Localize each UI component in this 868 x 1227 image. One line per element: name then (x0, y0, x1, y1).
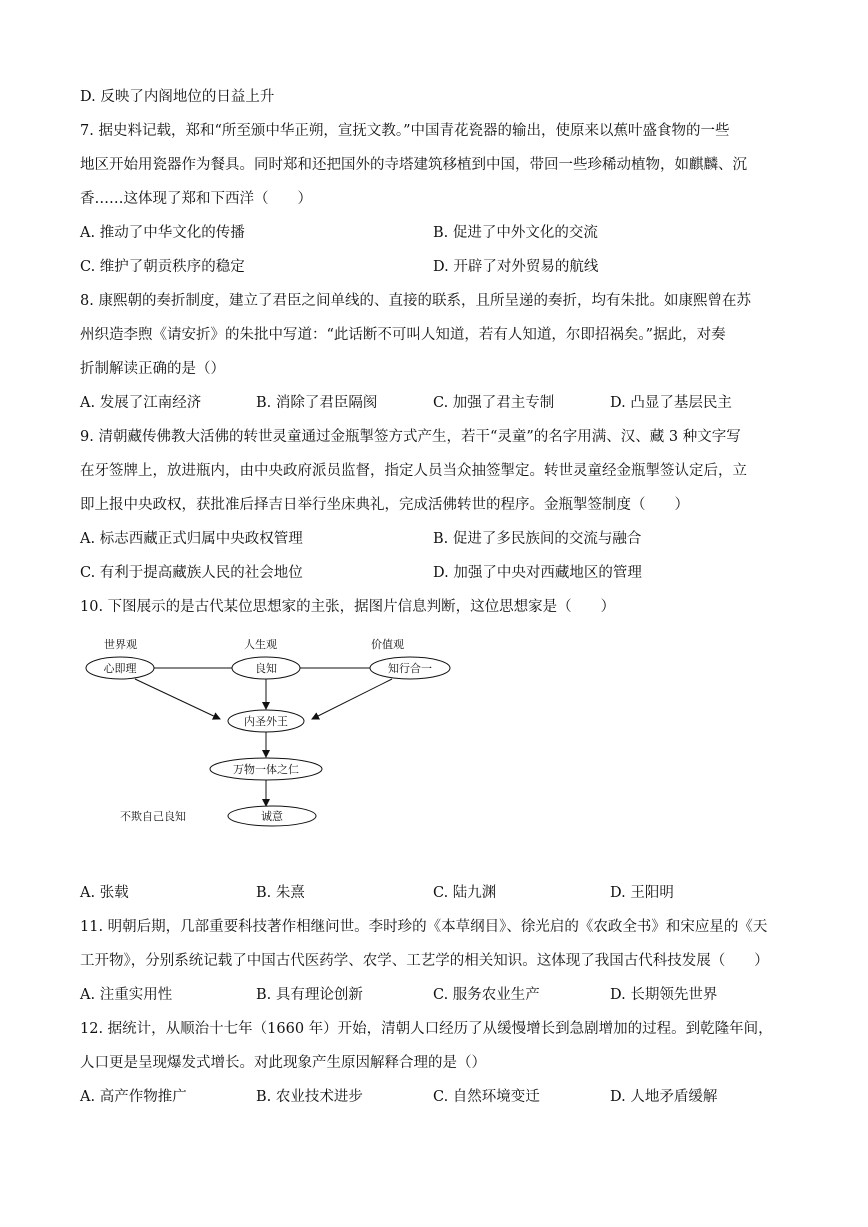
q8-stem-line-2: 州织造李煦《请安折》的朱批中写道：“此话断不可叫人知道，若有人知道，尔即招祸矣。”据此，对奏 (80, 327, 726, 343)
q10-option-a: A. 张载 (80, 885, 129, 901)
q12-option-c: C. 自然环境变迁 (433, 1089, 540, 1105)
q7-option-b: B. 促进了中外文化的交流 (433, 225, 598, 241)
q7-stem-line-3: 香……这体现了郑和下西洋（ ） (80, 191, 312, 207)
q11-option-a: A. 注重实用性 (80, 987, 173, 1003)
q8-option-d: D. 凸显了基层民主 (610, 395, 732, 411)
q7-stem-line-1: 7. 据史料记载，郑和“所至颁中华正朔，宣抚文教。”中国青花瓷器的输出，使原来以蕉叶盛食物的一些 (80, 123, 730, 139)
label-worldview: 世界观 (104, 638, 137, 651)
q12-option-b: B. 农业技术进步 (256, 1089, 363, 1105)
q12-stem-line-2: 人口更是呈现爆发式增长。对此现象产生原因解释合理的是（） (80, 1055, 486, 1071)
q11-stem-line-2: 工开物》，分别系统记载了中国古代医药学、农学、工艺学的相关知识。这体现了我国古代科技发展（ ） (80, 953, 769, 969)
label-lifeview: 人生观 (244, 638, 277, 651)
node-liangzhi: 良知 (255, 662, 277, 675)
q8-option-c: C. 加强了君主专制 (433, 395, 555, 411)
q12-option-d: D. 人地矛盾缓解 (610, 1089, 718, 1105)
q12-stem-line-1: 12. 据统计，从顺治十七年（1660 年）开始，清朝人口经历了从缓慢增长到急剧增加的过程。到乾隆年间， (80, 1021, 773, 1037)
q9-stem-line-1: 9. 清朝藏传佛教大活佛的转世灵童通过金瓶掣签方式产生，若干“灵童”的名字用满、汉、藏 3 种文字写 (80, 429, 741, 445)
node-xinjili: 心即理 (103, 662, 137, 675)
label-buqi: 不欺自己良知 (120, 810, 186, 823)
node-neishengwaiwang: 内圣外王 (244, 715, 288, 728)
q12-option-a: A. 高产作物推广 (80, 1089, 187, 1105)
q10-option-b: B. 朱熹 (256, 885, 305, 901)
q11-option-d: D. 长期领先世界 (610, 987, 718, 1003)
q9-option-b: B. 促进了多民族间的交流与融合 (433, 531, 642, 547)
q10-option-c: C. 陆九渊 (433, 885, 497, 901)
node-chengyi: 诚意 (261, 810, 283, 823)
q9-stem-line-2: 在牙签牌上，放进瓶内，由中央政府派员监督，指定人员当众抽签掣定。转世灵童经金瓶掣签认定后，立 (80, 463, 747, 479)
node-zhixingheyi: 知行合一 (388, 662, 432, 675)
q11-option-b: B. 具有理论创新 (256, 987, 363, 1003)
arrow-zhixing-to-neisheng (312, 679, 392, 719)
q11-option-c: C. 服务农业生产 (433, 987, 540, 1003)
arrow-xinjili-to-neisheng (135, 679, 220, 719)
q9-option-d: D. 加强了中央对西藏地区的管理 (433, 565, 642, 581)
q9-option-a: A. 标志西藏正式归属中央政权管理 (80, 531, 303, 547)
q8-option-b: B. 消除了君臣隔阂 (256, 395, 378, 411)
q7-option-c: C. 维护了朝贡秩序的稳定 (80, 259, 245, 275)
node-wanwu: 万物一体之仁 (233, 763, 299, 776)
q7-stem-line-2: 地区开始用瓷器作为餐具。同时郑和还把国外的寺塔建筑移植到中国，带回一些珍稀动植物，如麒麟、沉 (80, 157, 747, 173)
q6-option-d: D. 反映了内阁地位的日益上升 (80, 89, 275, 105)
q8-stem-line-1: 8. 康熙朝的奏折制度，建立了君臣之间单线的、直接的联系，且所呈递的奏折，均有朱批。如康熙曾在苏 (80, 293, 751, 309)
q8-option-a: A. 发展了江南经济 (80, 395, 202, 411)
q7-option-a: A. 推动了中华文化的传播 (80, 225, 245, 241)
q10-stem: 10. 下图展示的是古代某位思想家的主张，据图片信息判断，这位思想家是（ ） (80, 599, 616, 615)
q9-option-c: C. 有利于提高藏族人民的社会地位 (80, 565, 303, 581)
q10-option-d: D. 王阳明 (610, 885, 674, 901)
q7-option-d: D. 开辟了对外贸易的航线 (433, 259, 599, 275)
thought-diagram (80, 632, 500, 832)
q8-stem-line-3: 折制解读正确的是（） (80, 361, 225, 377)
q11-stem-line-1: 11. 明朝后期，几部重要科技著作相继问世。李时珍的《本草纲目》、徐光启的《农政全书》和宋应星的《天 (80, 919, 768, 935)
q9-stem-line-3: 即上报中央政权，获批准后择吉日举行坐床典礼，完成活佛转世的程序。金瓶掣签制度（ ） (80, 497, 689, 513)
label-valueview: 价值观 (371, 638, 404, 651)
